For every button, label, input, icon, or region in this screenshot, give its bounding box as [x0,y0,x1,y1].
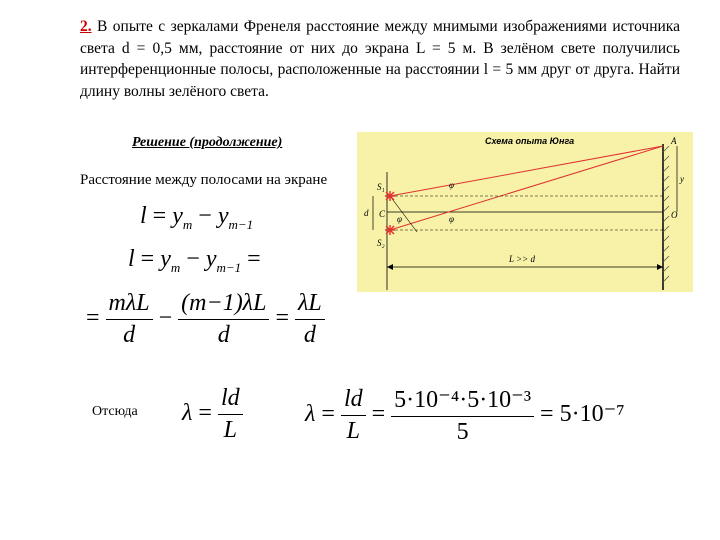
fraction-6 [391,385,534,446]
fraction-3-den: d [303,322,316,348]
fraction-2-den: d [217,322,230,348]
fraction-3-num: λL [295,290,325,320]
problem-statement [80,16,680,102]
fraction-4-num: ld [218,385,243,415]
fraction-1 [106,290,153,349]
fraction-5-den: L [346,418,360,444]
fraction-4 [218,385,243,444]
label-c: C [379,209,386,219]
solution-text: Расстояние между полосами на экране [80,172,328,188]
diagram-title: Схема опыта Юнга [485,136,575,146]
formula-calculation: λ = $\frac{ld}{L}$ = $\frac{\text{5·10⁻⁴·5·10⁻³}}{5}$ = 5·10⁻⁷ [305,386,625,445]
formula2-ym1: y [205,246,217,272]
formula-result: 5·10⁻⁷ [559,401,625,428]
label-phi-2: φ [449,214,454,224]
problem-text: В опыте с зеркалами Френеля расстояние между мнимыми изображениями источника света d = 0,5 мм, расстояние от них до экрана L = 5 м. В зелёном свете получились интерференционные полосы, расположенные на расстоянии l = 5 мм друг от друга. Найти длину волны зелёного света. [80,18,680,100]
formula-ym1: y [217,203,229,229]
formula5-lambda: λ [305,401,316,428]
label-d: d [364,208,369,218]
source-s1-icon [385,191,395,201]
label-s1: S₁ [377,182,385,192]
problem-number: 2. [80,18,92,35]
fraction-4-den: L [223,417,237,443]
formula2-ym: y [160,246,171,272]
formula-fringe-distance-2: $l = y_m - y_{m-1}$ = [128,246,261,275]
label-y: y [680,174,684,184]
fraction-3 [295,290,325,349]
formula2-l: l [128,246,135,272]
source-s2-icon [385,225,395,235]
formula-l: l [140,203,147,229]
formula-fringe-distance: $l = y_m - y_{m-1}$ [140,203,254,232]
label-l-gg-d: L >> d [509,254,535,264]
fraction-1-num: mλL [106,290,153,320]
formula-sub-m: m [182,216,193,232]
formula2-sub-m1: m−1 [216,259,242,275]
label-a: A [671,136,677,146]
fraction-6-num: 5·10⁻⁴·5·10⁻³ [391,385,534,417]
solution-title: Решение (продолжение) [132,135,283,150]
therefore-label: Отсюда [92,404,138,419]
formula-sub-m1: m−1 [228,216,254,232]
label-phi-3: φ [397,214,402,224]
formula4-lambda: λ [182,400,193,427]
fraction-2 [178,290,269,349]
fraction-5-num: ld [341,386,366,416]
fraction-5 [341,386,366,445]
formula-difference: = mλL d − $\frac{(m-1)\lambda L}{d}$ = $\frac{\lambda L}{d}$ [86,290,325,349]
fraction-6-den: 5 [456,419,469,445]
label-phi-1: φ [449,180,454,190]
fraction-2-num: (m−1)λL [178,290,269,320]
formula2-sub-m: m [170,259,181,275]
formula-ym: y [172,203,183,229]
label-s2: S₂ [377,238,385,248]
formula-wavelength: λ = $\frac{ld}{L}$ [182,385,243,444]
fraction-1-den: d [123,322,136,348]
young-experiment-diagram [357,132,693,292]
label-o: O [671,210,678,220]
